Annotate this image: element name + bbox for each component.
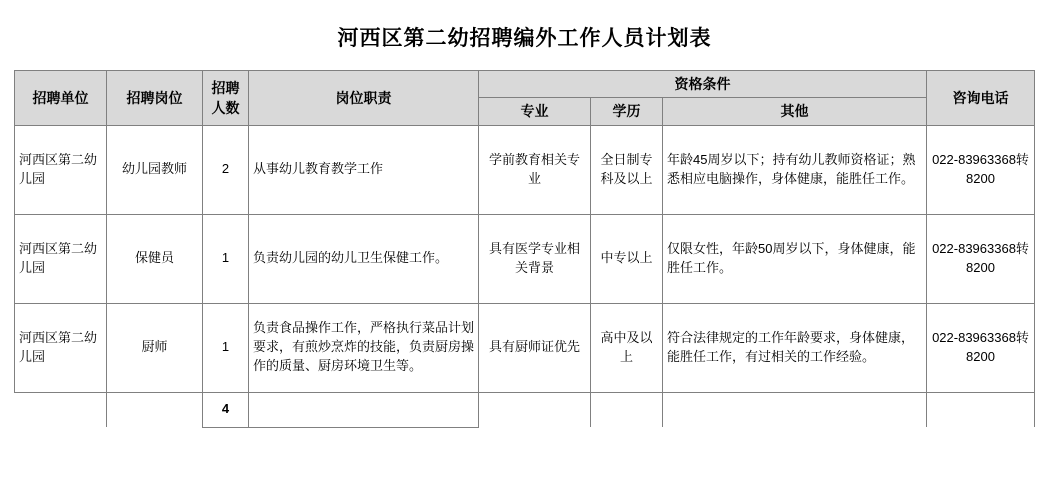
cell-unit: 河西区第二幼儿园 [14,125,106,214]
table-row [14,125,1034,214]
total-blank-major [478,392,590,427]
cell-other: 符合法律规定的工作年龄要求，身体健康，能胜任工作，有过相关的工作经验。 [662,303,926,392]
header-duty: 岗位职责 [248,71,478,126]
header-education: 学历 [590,98,662,125]
cell-duty: 负责幼儿园的幼儿卫生保健工作。 [248,214,478,303]
header-unit: 招聘单位 [14,71,106,126]
cell-education: 高中及以上 [590,303,662,392]
cell-major: 学前教育相关专业 [478,125,590,214]
total-count: 4 [202,392,248,427]
total-blank-education [590,392,662,427]
page-title: 河西区第二幼招聘编外工作人员计划表 [337,26,712,50]
header-qualification: 资格条件 [478,71,926,98]
total-blank-phone [927,392,1035,427]
cell-unit: 河西区第二幼儿园 [14,303,106,392]
cell-education: 中专以上 [590,214,662,303]
table-row [14,303,1034,392]
total-blank-duty [248,392,478,427]
header-post: 招聘岗位 [106,71,202,126]
cell-duty: 从事幼儿教育教学工作 [248,125,478,214]
header-phone: 咨询电话 [927,71,1035,126]
cell-phone: 022-83963368转8200 [927,125,1035,214]
cell-phone: 022-83963368转8200 [927,303,1035,392]
total-blank-post [106,392,202,427]
header-major: 专业 [478,98,590,125]
cell-count: 1 [202,303,248,392]
table-header-row-1 [14,71,1034,98]
total-blank-other [662,392,926,427]
cell-post: 幼儿园教师 [106,125,202,214]
cell-count: 2 [202,125,248,214]
cell-count: 1 [202,214,248,303]
cell-phone: 022-83963368转8200 [927,214,1035,303]
header-count: 招聘人数 [202,71,248,126]
total-blank-unit [14,392,106,427]
cell-unit: 河西区第二幼儿园 [14,214,106,303]
cell-major: 具有医学专业相关背景 [478,214,590,303]
table-total-row [14,392,1034,427]
cell-post: 厨师 [106,303,202,392]
cell-duty: 负责食品操作工作，严格执行菜品计划要求，有煎炒烹炸的技能，负责厨房操作的质量、厨房环境卫生等。 [248,303,478,392]
cell-major: 具有厨师证优先 [478,303,590,392]
header-other: 其他 [662,98,926,125]
cell-post: 保健员 [106,214,202,303]
cell-education: 全日制专科及以上 [590,125,662,214]
cell-other: 年龄45周岁以下；持有幼儿教师资格证；熟悉相应电脑操作，身体健康，能胜任工作。 [662,125,926,214]
table-row [14,214,1034,303]
cell-other: 仅限女性，年龄50周岁以下，身体健康，能胜任工作。 [662,214,926,303]
recruitment-plan-table [14,70,1035,428]
